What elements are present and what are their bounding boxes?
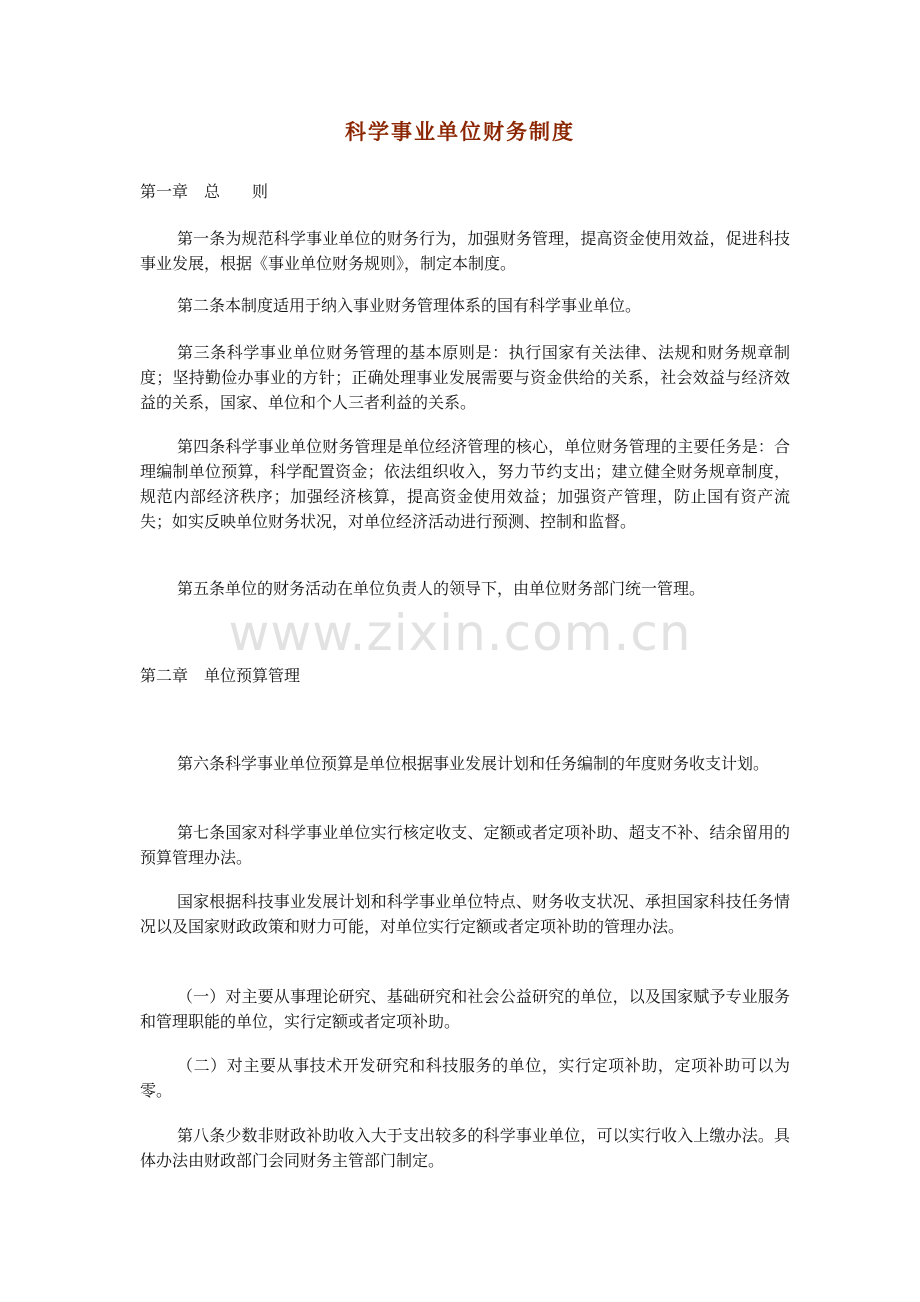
watermark: www.zixin.com.cn <box>228 604 692 662</box>
article-7-item-2: （二）对主要从事技术开发研究和科技服务的单位，实行定项补助，定项补助可以为零。 <box>140 1056 790 1100</box>
article-7-item-1: （一）对主要从事理论研究、基础研究和社会公益研究的单位，以及国家赋予专业服务和管理职能的单位，实行定额或者定项补助。 <box>140 987 790 1031</box>
article-5: 第五条单位的财务活动在单位负责人的领导下，由单位财务部门统一管理。 <box>177 579 706 598</box>
chapter-1-heading: 第一章 总 则 <box>140 182 269 201</box>
article-2: 第二条本制度适用于纳入事业财务管理体系的国有科学事业单位。 <box>177 296 642 315</box>
article-8: 第八条少数非财政补助收入大于支出较多的科学事业单位，可以实行收入上缴办法。具体办法由财政部门会同财务主管部门制定。 <box>140 1126 790 1170</box>
chapter-2-heading: 第二章 单位预算管理 <box>140 666 301 685</box>
article-1: 第一条为规范科学事业单位的财务行为，加强财务管理，提高资金使用效益，促进科技事业发展，根据《事业单位财务规则》，制定本制度。 <box>140 229 790 273</box>
article-6: 第六条科学事业单位预算是单位根据事业发展计划和任务编制的年度财务收支计划。 <box>177 754 770 773</box>
article-7: 第七条国家对科学事业单位实行核定收支、定额或者定项补助、超支不补、结余留用的预算管理办法。 <box>140 823 790 867</box>
article-3: 第三条科学事业单位财务管理的基本原则是：执行国家有关法律、法规和财务规章制度；坚持勤俭办事业的方针；正确处理事业发展需要与资金供给的关系，社会效益与经济效益的关系，国家、单位和个人三者利益的关系。 <box>140 343 790 412</box>
article-7-detail: 国家根据科技事业发展计划和科学事业单位特点、财务收支状况、承担国家科技任务情况以及国家财政政策和财力可能，对单位实行定额或者定项补助的管理办法。 <box>140 892 790 936</box>
document-title: 科学事业单位财务制度 <box>345 120 575 144</box>
article-4: 第四条科学事业单位财务管理是单位经济管理的核心，单位财务管理的主要任务是：合理编制单位预算，科学配置资金；依法组织收入，努力节约支出；建立健全财务规章制度，规范内部经济秩序；加强经济核算，提高资金使用效益；加强资产管理，防止国有资产流失；如实反映单位财务状况，对单位经济活动进行预测、控制和监督。 <box>140 437 790 531</box>
